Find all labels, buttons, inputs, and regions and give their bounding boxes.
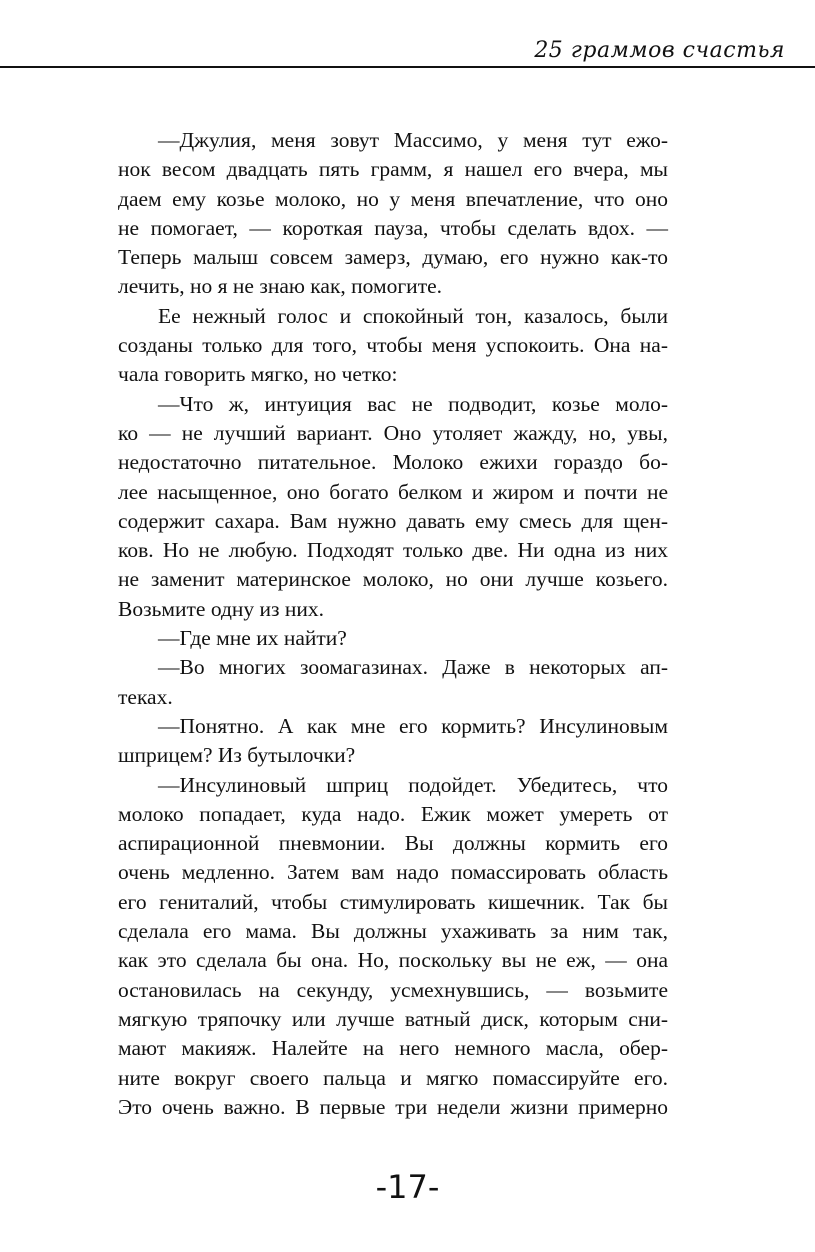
text-line: не помогает, — короткая пауза, чтобы сделать вдох. — — [118, 215, 668, 240]
text-line: недостаточно питательное. Молоко ежихи гораздо бо- — [118, 450, 668, 475]
text-line: молоко попадает, куда надо. Ежик может умереть от — [118, 801, 668, 826]
text-line: Ее нежный голос и спокойный тон, казалось, были — [158, 303, 668, 328]
text-line: Возьмите одну из них. — [118, 596, 325, 621]
text-line: созданы только для того, чтобы меня успокоить. Она на- — [118, 333, 668, 358]
text-line: как это сделала бы она. Но, поскольку вы не еж, — она — [118, 948, 668, 973]
text-line: мягкую тряпочку или лучше ватный диск, которым сни- — [118, 1006, 668, 1031]
text-line: даем ему козье молоко, но у меня впечатление, что оно — [118, 186, 668, 211]
text-line: Это очень важно. В первые три недели жизни примерно — [118, 1094, 668, 1119]
text-line: —Где мне их найти? — [158, 626, 347, 651]
text-line: Теперь малыш совсем замерз, думаю, его нужно как-то — [118, 245, 668, 270]
text-line: ните вокруг своего пальца и мягко помассируйте его. — [118, 1065, 668, 1090]
text-line: —Что ж, интуиция вас не подводит, козье моло- — [158, 391, 668, 416]
text-line: остановилась на секунду, усмехнувшись, — возьмите — [118, 977, 668, 1002]
text-line: ков. Но не любую. Подходят только две. Ни одна из них — [118, 538, 668, 563]
text-line: —Джулия, меня зовут Массимо, у меня тут ежо- — [158, 128, 668, 152]
text-line: —Во многих зоомагазинах. Даже в некоторых ап- — [158, 655, 668, 680]
header-rule — [0, 66, 815, 68]
running-title: 25 граммов счастья — [534, 38, 785, 63]
text-line: ко — не лучший вариант. Оно утоляет жажду, но, увы, — [118, 420, 668, 445]
text-line: лее насыщенное, оно богато белком и жиром и почти не — [118, 479, 668, 504]
text-line: аспирационной пневмонии. Вы должны кормить его — [118, 831, 668, 856]
text-line: его гениталий, чтобы стимулировать кишечник. Так бы — [118, 889, 668, 914]
page-number: -17- — [375, 1168, 440, 1206]
text-line: лечить, но я не знаю как, помогите. — [118, 274, 443, 299]
text-line: мают макияж. Налейте на него немного масла, обер- — [118, 1036, 668, 1061]
text-line: теках. — [118, 684, 173, 709]
text-line: содержит сахара. Вам нужно давать ему смесь для щен- — [118, 508, 668, 533]
text-line: —Инсулиновый шприц подойдет. Убедитесь, что — [158, 772, 668, 797]
text-line: очень медленно. Затем вам надо помассировать область — [118, 860, 668, 885]
text-line: нок весом двадцать пять грамм, я нашел его вчера, мы — [118, 157, 668, 182]
body-text — [118, 126, 668, 1122]
text-line: —Понятно. А как мне его кормить? Инсулиновым — [158, 713, 668, 738]
text-line: шприцем? Из бутылочки? — [118, 743, 356, 768]
text-line: сделала его мама. Вы должны ухаживать за ним так, — [118, 919, 668, 944]
text-line: чала говорить мягко, но четко: — [118, 362, 398, 387]
text-line: не заменит материнское молоко, но они лучше козьего. — [118, 567, 668, 592]
